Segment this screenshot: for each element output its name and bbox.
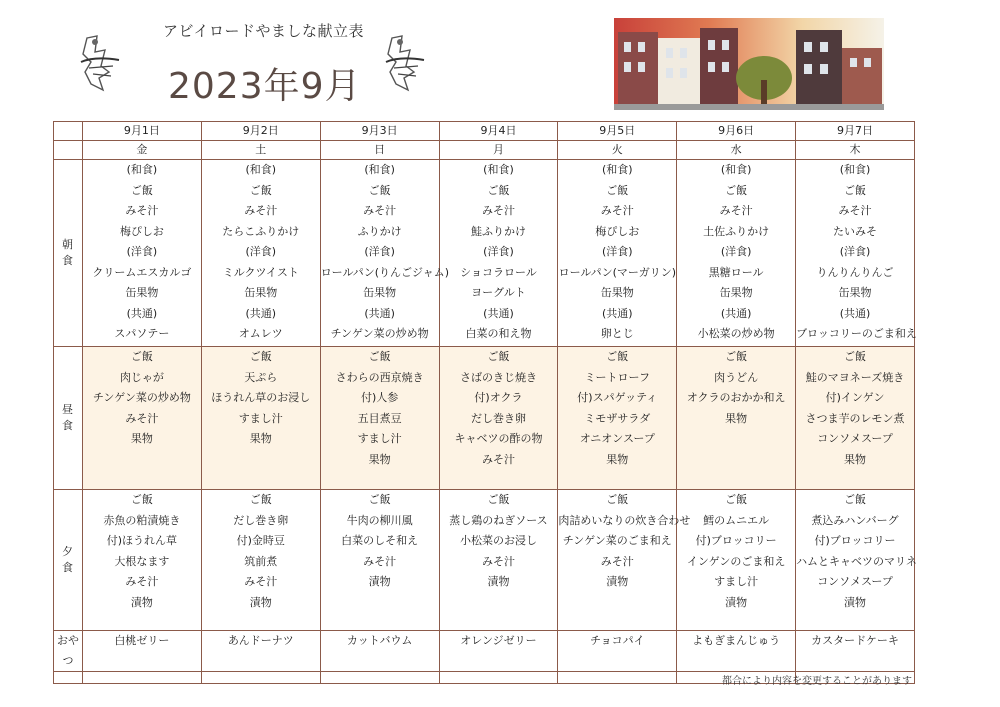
menu-item: ご飯 <box>725 493 748 506</box>
menu-item: 缶果物 <box>838 286 872 299</box>
breakfast-cell <box>558 160 677 347</box>
menu-item: ほうれん草のお浸し <box>211 391 311 404</box>
menu-item: 缶果物 <box>125 286 159 299</box>
snack-cell: あんドーナツ <box>201 631 320 672</box>
date-cell: 9月6日 <box>677 122 796 141</box>
lunch-cell <box>320 347 439 490</box>
lunch-cell <box>201 347 320 490</box>
menu-item: みそ汁 <box>600 204 634 217</box>
corner-cell <box>54 141 83 160</box>
menu-item: 鮭ふりかけ <box>470 224 526 238</box>
menu-item: 付)スパゲッティ <box>577 391 658 404</box>
menu-item: みそ汁 <box>481 554 515 568</box>
menu-item: たいみそ <box>833 224 878 238</box>
snack-cell: カスタードケーキ <box>796 631 915 672</box>
menu-item: ミモザサラダ <box>584 411 651 425</box>
menu-item: 黒糖ロール <box>708 265 764 279</box>
menu-item: みそ汁 <box>481 452 515 466</box>
page-title: アビイロードやましな献立表 <box>163 22 365 40</box>
date-cell: 9月3日 <box>320 122 439 141</box>
dinner-cell <box>201 490 320 631</box>
blank-cell <box>320 672 439 684</box>
snack-cell: オレンジゼリー <box>439 631 558 672</box>
menu-item: みそ汁 <box>600 554 634 568</box>
menu-item: コンソメスープ <box>817 432 893 445</box>
menu-item: 付)人参 <box>360 391 399 404</box>
weekday-cell: 水 <box>677 141 796 160</box>
menu-item: (和食) <box>483 163 514 176</box>
breakfast-cell <box>83 160 202 347</box>
blank-cell <box>201 672 320 684</box>
abbey-road-logo-left <box>75 32 125 94</box>
menu-item: 缶果物 <box>600 286 634 299</box>
menu-item: スパソテー <box>114 327 170 340</box>
menu-item: 漬物 <box>606 575 629 588</box>
menu-item: ご飯 <box>249 350 272 363</box>
menu-item: ご飯 <box>130 493 153 506</box>
menu-item: ご飯 <box>487 493 510 506</box>
menu-item: 小松菜の炒め物 <box>697 327 775 340</box>
menu-item: だし巻き卵 <box>233 513 289 527</box>
menu-item: ご飯 <box>725 350 748 363</box>
menu-item: みそ汁 <box>125 204 159 217</box>
dinner-cell <box>796 490 915 631</box>
menu-item: みそ汁 <box>363 554 397 568</box>
menu-table <box>53 121 915 684</box>
menu-item: みそ汁 <box>244 575 278 588</box>
menu-item: (和食) <box>364 163 395 176</box>
lunch-label: 昼 食 <box>54 347 83 490</box>
menu-item: みそ汁 <box>838 204 872 217</box>
menu-item: 蒸し鶏のねぎソース <box>449 513 548 527</box>
menu-item: (洋食) <box>126 245 158 258</box>
menu-item: (洋食) <box>839 245 871 258</box>
menu-item: さわらの西京焼き <box>335 370 424 384</box>
breakfast-cell <box>796 160 915 347</box>
menu-item: 土佐ふりかけ <box>703 224 770 238</box>
dinner-cell <box>439 490 558 631</box>
menu-item: (和食) <box>126 163 158 176</box>
menu-item: 缶果物 <box>719 286 753 299</box>
menu-item: (共通) <box>720 306 752 320</box>
menu-item: (洋食) <box>483 245 514 258</box>
menu-item: 鮭のマヨネーズ焼き <box>805 370 905 384</box>
date-cell: 9月2日 <box>201 122 320 141</box>
menu-item: 漬物 <box>725 595 748 609</box>
month-title: 2023年9月 <box>168 66 362 107</box>
menu-item: ご飯 <box>249 183 272 197</box>
menu-item: ご飯 <box>844 183 867 197</box>
menu-item: 白菜の和え物 <box>465 327 532 340</box>
menu-item: 赤魚の粕漬焼き <box>103 513 181 527</box>
menu-item: (共通) <box>602 306 633 320</box>
snack-row <box>54 631 915 672</box>
dinner-label: 夕 食 <box>54 490 83 631</box>
menu-item: ご飯 <box>606 350 629 363</box>
menu-item: だし巻き卵 <box>470 411 526 425</box>
menu-item: (洋食) <box>364 245 395 258</box>
menu-item: 果物 <box>368 452 391 466</box>
menu-item: 果物 <box>606 452 629 466</box>
menu-item: みそ汁 <box>125 411 159 425</box>
blank-cell <box>83 672 202 684</box>
menu-item: ご飯 <box>487 350 510 363</box>
lunch-cell <box>439 347 558 490</box>
menu-item: ミルクツイスト <box>222 265 299 279</box>
blank-cell <box>439 672 558 684</box>
breakfast-cell <box>320 160 450 347</box>
abbey-road-logo-right <box>380 32 430 94</box>
menu-item: 五目煮豆 <box>357 411 402 425</box>
menu-item: オニオンスープ <box>579 432 655 445</box>
menu-item: みそ汁 <box>125 575 159 588</box>
date-cell: 9月5日 <box>558 122 677 141</box>
menu-item: ご飯 <box>606 183 629 197</box>
menu-item: 漬物 <box>130 595 153 609</box>
menu-item: 筑前煮 <box>244 554 278 568</box>
menu-item: すまし汁 <box>238 411 283 425</box>
weekday-cell: 木 <box>796 141 915 160</box>
menu-item: ご飯 <box>368 350 391 363</box>
breakfast-cell <box>201 160 320 347</box>
menu-item: 缶果物 <box>363 286 397 299</box>
weekday-cell: 日 <box>320 141 439 160</box>
menu-item: 付)金時豆 <box>236 534 285 547</box>
menu-item: ハムとキャベツのマリネ <box>796 554 917 568</box>
weekday-cell: 月 <box>439 141 558 160</box>
date-row <box>54 122 915 141</box>
menu-item: クリームエスカルゴ <box>92 265 192 279</box>
menu-item: 漬物 <box>368 575 391 588</box>
menu-item: オクラのおかか和え <box>686 391 786 404</box>
dinner-cell <box>558 490 691 631</box>
menu-item: コンソメスープ <box>817 575 893 588</box>
menu-item: (和食) <box>245 163 277 176</box>
lunch-cell <box>677 347 796 490</box>
snack-cell: カットバウム <box>320 631 439 672</box>
menu-item: ふりかけ <box>357 224 402 238</box>
snack-cell: チョコパイ <box>558 631 677 672</box>
dinner-row <box>54 490 915 631</box>
weekday-cell: 金 <box>83 141 202 160</box>
breakfast-cell <box>677 160 796 347</box>
blank-cell <box>558 672 677 684</box>
lunch-cell <box>796 347 915 490</box>
menu-item: ご飯 <box>130 183 153 197</box>
menu-item: ロールパン(りんごジャム) <box>320 265 450 279</box>
menu-item: ご飯 <box>844 493 867 506</box>
menu-item: 果物 <box>844 452 867 466</box>
menu-item: 缶果物 <box>244 286 278 299</box>
menu-item: (和食) <box>602 163 633 176</box>
menu-item: ブロッコリーのごま和え <box>796 327 917 340</box>
menu-item: 卵とじ <box>600 327 634 340</box>
menu-item: 果物 <box>130 432 153 445</box>
menu-item: みそ汁 <box>363 204 397 217</box>
menu-item: インゲンのごま和え <box>686 554 786 568</box>
menu-item: 肉うどん <box>714 370 759 384</box>
lunch-cell <box>83 347 202 490</box>
lunch-row <box>54 347 915 490</box>
snack-cell: 白桃ゼリー <box>83 631 202 672</box>
menu-item: 果物 <box>249 432 272 445</box>
menu-item: たらこふりかけ <box>222 224 300 238</box>
menu-item: 付)ブロッコリー <box>695 534 777 547</box>
menu-item: 肉じゃが <box>119 370 164 384</box>
menu-item: 漬物 <box>487 575 510 588</box>
menu-item: みそ汁 <box>244 204 278 217</box>
menu-item: 梅ぴしお <box>119 224 164 238</box>
menu-item: 牛肉の柳川風 <box>346 513 413 527</box>
menu-item: 肉詰めいなりの炊き合わせ <box>558 513 691 527</box>
menu-item: 大根なます <box>114 554 170 568</box>
menu-item: すまし汁 <box>714 575 759 588</box>
menu-item: ご飯 <box>130 350 153 363</box>
menu-item: 小松菜のお浸し <box>459 534 537 547</box>
footnote: 都合により内容を変更することがあります <box>722 676 912 687</box>
menu-item: さつま芋のレモン煮 <box>805 411 905 425</box>
menu-item: 付)インゲン <box>825 391 885 404</box>
menu-item: 付)ブロッコリー <box>814 534 896 547</box>
menu-item: (共通) <box>126 306 158 320</box>
menu-item: 果物 <box>725 411 748 425</box>
menu-item: 付)ほうれん草 <box>106 534 178 547</box>
blank-cell <box>54 672 83 684</box>
menu-item: 漬物 <box>844 595 867 609</box>
snack-label: おやつ <box>54 631 83 672</box>
menu-item: ミートローフ <box>584 370 651 384</box>
menu-item: (共通) <box>364 306 395 320</box>
weekday-cell: 火 <box>558 141 677 160</box>
menu-item: (洋食) <box>245 245 277 258</box>
dinner-cell <box>83 490 202 631</box>
menu-item: ご飯 <box>368 493 391 506</box>
menu-item: 漬物 <box>249 595 272 609</box>
menu-item: 付)オクラ <box>474 391 523 404</box>
menu-item: (和食) <box>839 163 871 176</box>
menu-item: みそ汁 <box>719 204 753 217</box>
menu-item: 煮込みハンバーグ <box>811 513 899 527</box>
menu-item: すまし汁 <box>357 432 402 445</box>
menu-item: チンゲン菜のごま和え <box>562 534 672 547</box>
menu-item: ヨーグルト <box>471 286 526 299</box>
menu-item: キャベツの酢の物 <box>454 432 543 445</box>
corner-cell <box>54 122 83 141</box>
breakfast-row <box>54 160 915 347</box>
date-cell: 9月7日 <box>796 122 915 141</box>
menu-item: ショコラロール <box>460 265 537 279</box>
menu-item: 梅ぴしお <box>595 224 640 238</box>
menu-item: ご飯 <box>606 493 629 506</box>
menu-item: (共通) <box>839 306 871 320</box>
snack-cell: よもぎまんじゅう <box>677 631 796 672</box>
date-cell: 9月4日 <box>439 122 558 141</box>
menu-item: オムレツ <box>238 327 283 340</box>
lunch-cell <box>558 347 677 490</box>
menu-item: (和食) <box>720 163 752 176</box>
menu-item: みそ汁 <box>481 204 515 217</box>
menu-item: (共通) <box>483 306 514 320</box>
menu-item: 鱈のムニエル <box>703 513 770 527</box>
weekday-cell: 土 <box>201 141 320 160</box>
dinner-cell <box>677 490 796 631</box>
menu-item: さばのきじ焼き <box>459 370 537 384</box>
menu-item: チンゲン菜の炒め物 <box>92 391 191 404</box>
weekday-row <box>54 141 915 160</box>
date-cell: 9月1日 <box>83 122 202 141</box>
menu-item: (洋食) <box>602 245 633 258</box>
menu-item: ご飯 <box>368 183 391 197</box>
menu-item: (洋食) <box>720 245 752 258</box>
townhouse-banner-image <box>614 18 884 110</box>
menu-item: 白菜のしそ和え <box>341 534 419 547</box>
dinner-cell <box>320 490 439 631</box>
menu-item: ご飯 <box>844 350 867 363</box>
menu-item: チンゲン菜の炒め物 <box>330 327 429 340</box>
menu-item: ご飯 <box>725 183 748 197</box>
breakfast-label: 朝 食 <box>54 160 83 347</box>
menu-item: ロールパン(マーガリン) <box>558 265 676 279</box>
menu-item: ご飯 <box>249 493 272 506</box>
menu-item: (共通) <box>245 306 277 320</box>
breakfast-cell <box>439 160 558 347</box>
menu-item: 天ぷら <box>244 370 278 384</box>
menu-item: りんりんりんご <box>816 265 894 279</box>
menu-item: ご飯 <box>487 183 510 197</box>
